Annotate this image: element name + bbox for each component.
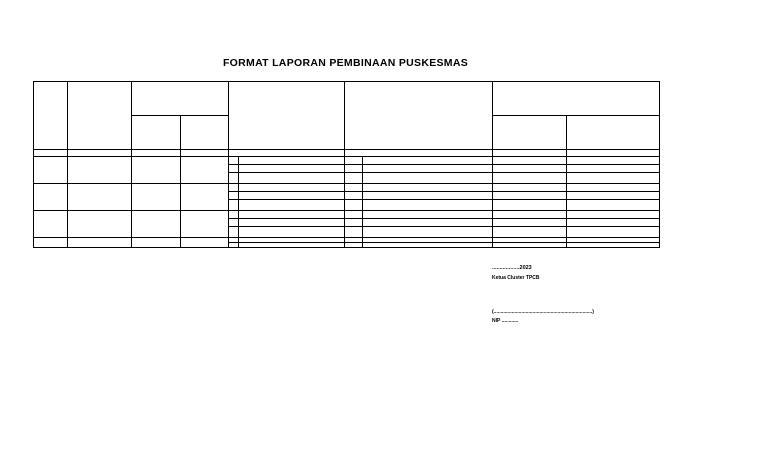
grid-line-v bbox=[238, 156, 239, 248]
header-pencapaian-indikator bbox=[493, 82, 659, 115]
grid-line-h bbox=[228, 226, 660, 227]
grid-line-v bbox=[362, 156, 363, 248]
grid-line-h bbox=[33, 156, 660, 157]
grid-line-h bbox=[33, 210, 660, 211]
signature-name-line: (.......................................................................) bbox=[492, 309, 594, 315]
header-dukungan bbox=[345, 82, 492, 149]
signature-date: ..................2023 bbox=[492, 265, 532, 271]
signature-nip: NIP ............ bbox=[492, 318, 519, 324]
grid-line-h bbox=[228, 164, 660, 165]
grid-line-h bbox=[228, 242, 660, 243]
header-permasalahan bbox=[229, 82, 344, 149]
header-no bbox=[34, 82, 67, 149]
grid-line-h bbox=[33, 149, 660, 150]
header-lansung bbox=[132, 116, 180, 149]
grid-line-h bbox=[228, 199, 660, 200]
header-indikator bbox=[493, 116, 566, 149]
grid-line-h bbox=[228, 172, 660, 173]
header-nama-puskesmas bbox=[68, 82, 131, 149]
page-title: FORMAT LAPORAN PEMBINAAN PUSKESMAS bbox=[222, 57, 469, 69]
grid-line-h bbox=[228, 191, 660, 192]
grid-line-h bbox=[228, 218, 660, 219]
grid-line-h bbox=[33, 237, 660, 238]
header-tdk-lansung bbox=[181, 116, 228, 149]
signature-role: Ketua Cluster TPCB bbox=[492, 275, 540, 281]
header-pencapaian bbox=[567, 116, 659, 149]
header-frekuensi bbox=[132, 82, 228, 115]
grid-line-h bbox=[33, 183, 660, 184]
